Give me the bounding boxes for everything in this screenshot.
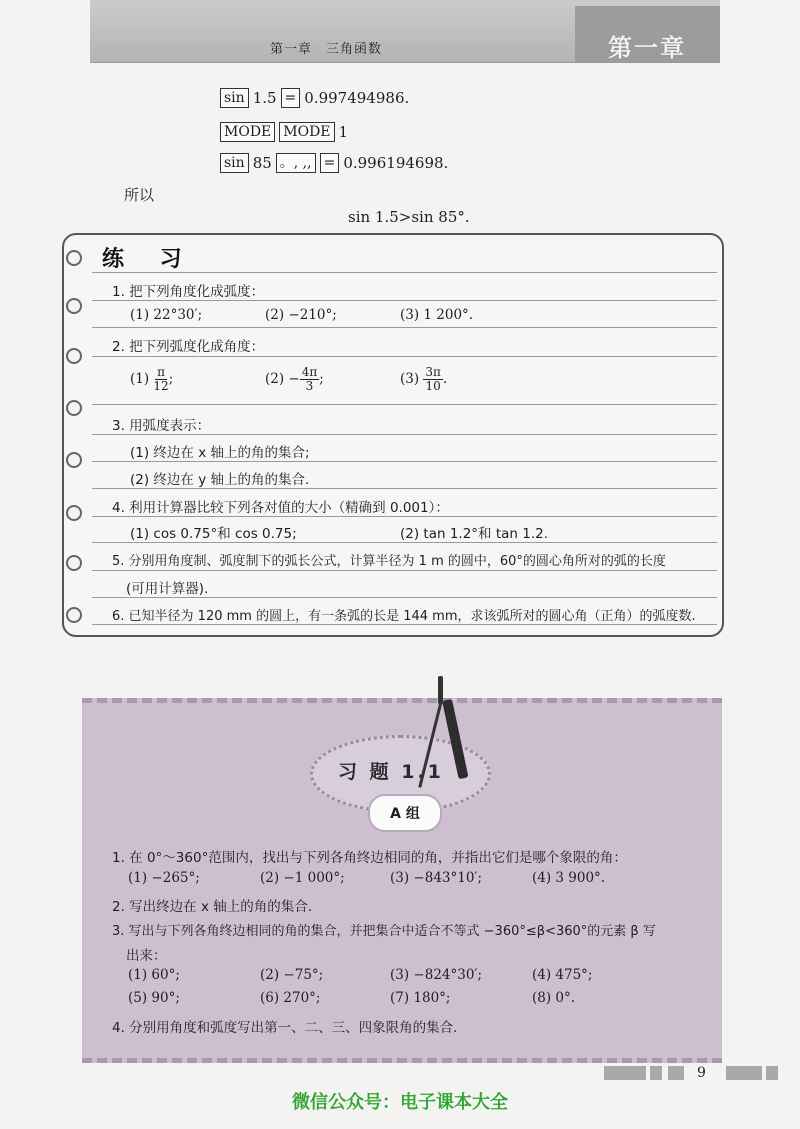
rule-line [92,542,717,543]
exercise-q5-line1: 5. 分别用角度制、弧度制下的弧长公式，计算半径为 1 m 的圆中，60°的圆心角所对的弧的长度 [112,554,666,569]
calc-result: 0.996194698. [343,154,449,172]
exercise-q1-stem: 1. 把下列角度化成弧度： [112,284,265,300]
exercise-q5-line2: (可用计算器). [126,581,209,597]
calc-key-mode: MODE [220,122,275,142]
problem-4: 4. 分别用角度和弧度写出第一、二、三、四象限角的集合. [112,1020,458,1036]
calc-value: 1.5 [252,89,277,107]
exercise-q3-stem: 3. 用弧度表示： [112,418,211,434]
rule-line [92,356,717,357]
rule-line [92,327,717,328]
rule-line [92,272,717,273]
problem-1-c: (3) −843°10′; [390,870,483,886]
problem-1-d: (4) 3 900°. [532,870,606,886]
exercise-q2-b: (2) − $\frac{4\pi}{3}$ ; [265,365,324,393]
problem-1-a: (1) −265°; [128,870,200,886]
problem-3-b: (2) −75°; [260,967,324,983]
calc-line-1 [220,88,409,108]
footer-bar [766,1066,778,1080]
problem-3-line1: 3. 写出与下列各角终边相同的角的集合，并把集合中适合不等式 −360°≤β<360°的元素 β 写 [112,924,656,939]
exercise-q4-stem: 4. 利用计算器比较下列各对值的大小（精确到 0.001）： [112,500,449,516]
problem-3-f: (6) 270°; [260,990,321,1006]
exercise-q4-a: (1) cos 0.75°和 cos 0.75; [130,526,297,542]
group-a-badge: A 组 [368,794,442,832]
calc-line-2 [220,122,348,142]
exercise-title: 练 习 [102,247,196,272]
problem-3-line2: 出来： [126,948,167,964]
binder-ring-icon [66,607,82,623]
rule-line [92,461,717,462]
binder-ring-icon [66,452,82,468]
problem-3-e: (5) 90°; [128,990,180,1006]
binder-ring-icon [66,400,82,416]
footer-bar [668,1066,684,1080]
footer-bar [604,1066,646,1080]
rule-line [92,597,717,598]
problem-1-stem: 1. 在 0°～360°范围内，找出与下列各角终边相同的角，并指出它们是哪个象限的角： [112,850,627,866]
exercise-q2-c: (3) $\frac{3\pi}{10}$ . [400,365,448,393]
exercise-q1-c: (3) 1 200°. [400,307,474,323]
calc-value: 1 [338,123,349,141]
problem-2: 2. 写出终边在 x 轴上的角的集合. [112,899,313,915]
calc-key-mode: MODE [279,122,334,142]
problem-3-d: (4) 475°; [532,967,593,983]
problem-1-b: (2) −1 000°; [260,870,345,886]
calc-line-3 [220,153,448,173]
calc-key-dms: 。, ,, [276,153,316,173]
calc-key-sin: sin [220,88,249,108]
calc-key-equals: = [281,88,301,108]
calc-result: 0.997494986. [304,89,410,107]
page-number: 9 [697,1065,706,1081]
rule-line [92,300,717,301]
problem-3-h: (8) 0°. [532,990,576,1006]
binder-ring-icon [66,250,82,266]
calc-key-sin: sin [220,153,249,173]
therefore-label: 所以 [124,186,155,204]
wechat-watermark: 微信公众号：电子课本大全 [292,1092,508,1113]
exercise-q1-a: (1) 22°30′; [130,307,203,323]
problem-3-g: (7) 180°; [390,990,451,1006]
exercise-q4-b: (2) tan 1.2°和 tan 1.2. [400,526,549,542]
problem-set-title: 习 题 1.1 [338,761,444,783]
rule-line [92,404,717,405]
exercise-q2-stem: 2. 把下列弧度化成角度： [112,339,265,355]
problem-3-a: (1) 60°; [128,967,180,983]
rule-line [92,434,717,435]
rule-line [92,488,717,489]
footer-bar [650,1066,662,1080]
rule-line [92,624,717,625]
exercise-q6: 6. 已知半径为 120 mm 的圆上，有一条弧的长是 144 mm，求该弧所对的圆心角（正角）的弧度数. [112,609,696,624]
running-header-title: 第一章 三角函数 [270,42,383,57]
binder-ring-icon [66,555,82,571]
chapter-badge-text: 第一章 [608,34,686,62]
binder-ring-icon [66,298,82,314]
exercise-q2-a: (1) $\frac{\pi}{12}$ ; [130,365,174,393]
calc-value: 85 [252,154,272,172]
exercise-q3-a: (1) 终边在 x 轴上的角的集合; [130,445,310,461]
binder-ring-icon [66,505,82,521]
binder-ring-icon [66,348,82,364]
conclusion-formula: sin 1.5>sin 85°. [348,208,470,226]
problem-3-c: (3) −824°30′; [390,967,483,983]
exercise-q1-b: (2) −210°; [265,307,337,323]
rule-line [92,570,717,571]
exercise-q3-b: (2) 终边在 y 轴上的角的集合. [130,472,310,488]
calc-key-equals: = [320,153,340,173]
footer-bar [726,1066,762,1080]
rule-line [92,516,717,517]
